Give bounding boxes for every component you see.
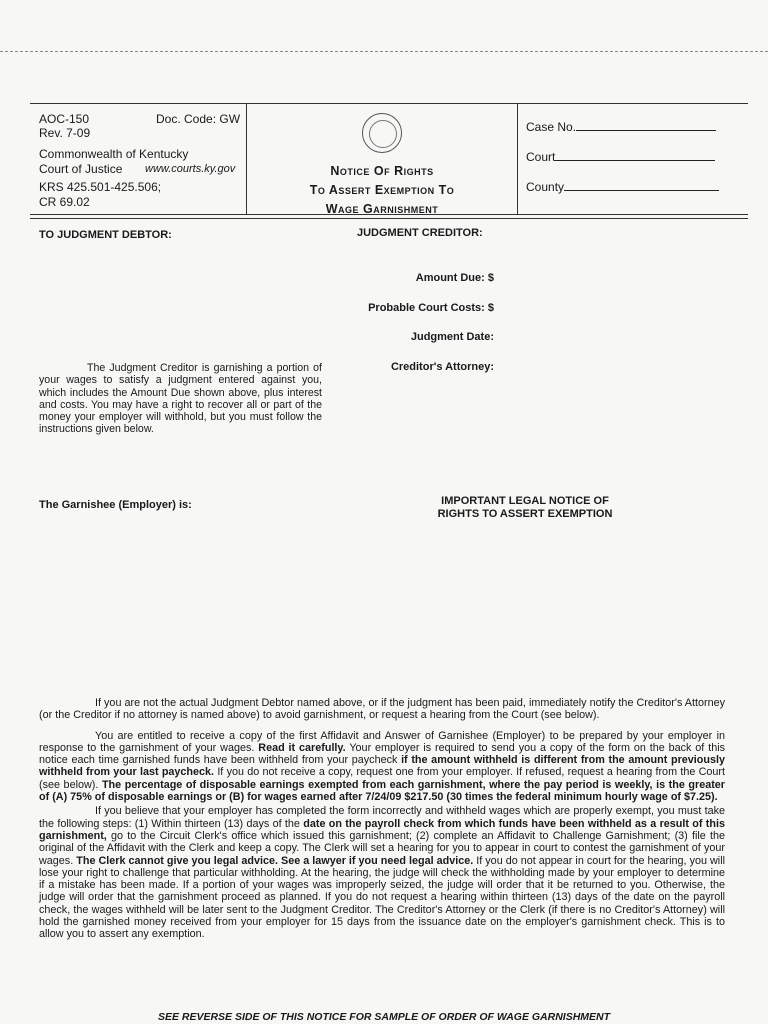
court-field[interactable] xyxy=(526,150,715,165)
title-line-1: Notice Of Rights xyxy=(330,164,434,178)
title-line-2: To Assert Exemption To xyxy=(309,183,455,197)
court-of-justice: Court of Justice xyxy=(39,162,123,176)
court-costs-label: Probable Court Costs: $ xyxy=(368,302,494,314)
website: www.courts.ky.gov xyxy=(145,163,236,175)
title-line-3: Wage Garnishment xyxy=(325,202,439,216)
important-notice-heading xyxy=(420,495,630,521)
county-label: County xyxy=(526,180,565,194)
notice-body xyxy=(39,697,725,949)
kentucky-seal-icon xyxy=(362,113,402,153)
tear-line xyxy=(0,51,768,52)
judgment-date-label: Judgment Date: xyxy=(410,331,494,343)
doc-code: Doc. Code: GW xyxy=(156,112,241,126)
judgment-debtor-label: TO JUDGMENT DEBTOR: xyxy=(39,229,172,241)
paragraph-affidavit-copy: You are entitled to receive a copy of the first Affidavit and Answer of Garnishee (Employer) to be prepared by your employer in response to the garnishment of your wages. Read it carefully. Your employer is required to send you a copy of the form on the back of this notice each time garnished funds have been withheld from your paycheck if the amount withheld is different from the amount previously withheld from your last paycheck. If you do not receive a copy, request one from your employer. If refused, request a hearing from the Court (see below). The percentage of disposable earnings exempted from each garnishment, where the pay period is weekly, is the greater of (A) 75% of disposable earnings or (B) for wages earned after 7/24/09 $217.50 (30 times the federal minimum hourly wage of $7.25). xyxy=(39,729,726,804)
cr-citation: CR 69.02 xyxy=(39,195,90,209)
amount-due-label: Amount Due: $ xyxy=(415,272,494,284)
header-divider-left xyxy=(246,103,247,215)
court-label: Court xyxy=(526,150,556,164)
county-field[interactable] xyxy=(526,180,719,195)
reverse-side-footer: SEE REVERSE SIDE OF THIS NOTICE FOR SAMPLE OF ORDER OF WAGE GARNISHMENT xyxy=(157,1011,611,1023)
paragraph-not-debtor: If you are not the actual Judgment Debtor named above, or if the judgment has been paid, immediately notify the Creditor's Attorney (or the Creditor if no attorney is named above) to avoid garnishment, or request a hearing from the Court (see below). xyxy=(39,697,725,722)
paragraph-challenge-steps: If you believe that your employer has completed the form incorrectly and withheld wages which are properly exempt, you must take the following steps: (1) Within thirteen (13) days of the date on the payroll check from which funds have been withheld as a result of this garnishment, go to the Circuit Clerk's office which issued this garnishment; (2) complete an Affidavit to Challenge Garnishment; (3) file the original of the Affidavit with the Clerk and keep a copy. The Clerk will set a hearing for you to appear in court to contest the garnishment of your wages. The Clerk cannot give you legal advice. See a lawyer if you need legal advice. If you do not appear in court for the hearing, you will lose your right to challenge that particular withholding. At the hearing, the judge will check the withholding made by your employer to determine if a mistake has been made. If a portion of your wages was improperly seized, the judge will order that it be returned to you. Otherwise, the judge will order that the garnishment proceed as planned. If you do not request a hearing within thirteen (13) days of the date on the payroll check, the wages withheld will be later sent to the Judgment Creditor. The Creditor's Attorney or the Clerk (if there is no Creditor's Attorney) will hold the garnished money received from your employer for 15 days from the issuance date on the employer's garnishment check. This is to allow you to assert any exemption. xyxy=(39,805,726,941)
case-no-label: Case No. xyxy=(526,120,577,134)
notice-heading-line-2: RIGHTS TO ASSERT EXEMPTION xyxy=(437,508,613,520)
header-divider-right xyxy=(517,103,518,215)
form-title xyxy=(250,162,514,219)
garnishee-label: The Garnishee (Employer) is: xyxy=(39,499,192,511)
intro-paragraph: The Judgment Creditor is garnishing a portion of your wages to satisfy a judgment entered against you, which includes the Amount Due shown above, plus interest and costs. You may have a right to recover all or part of the money your employer will withhold, but you must follow the instructions given below. xyxy=(39,362,322,436)
judgment-creditor-label: JUDGMENT CREDITOR: xyxy=(357,227,483,239)
commonwealth: Commonwealth of Kentucky xyxy=(39,147,189,161)
notice-heading-line-1: IMPORTANT LEGAL NOTICE OF xyxy=(441,495,609,507)
case-no-field[interactable] xyxy=(526,120,716,135)
creditors-attorney-label: Creditor's Attorney: xyxy=(390,361,494,373)
krs-citation: KRS 425.501-425.506; xyxy=(39,180,162,194)
form-id: AOC-150 xyxy=(39,112,90,126)
header-top-border xyxy=(30,103,748,104)
revision: Rev. 7-09 xyxy=(39,126,91,140)
